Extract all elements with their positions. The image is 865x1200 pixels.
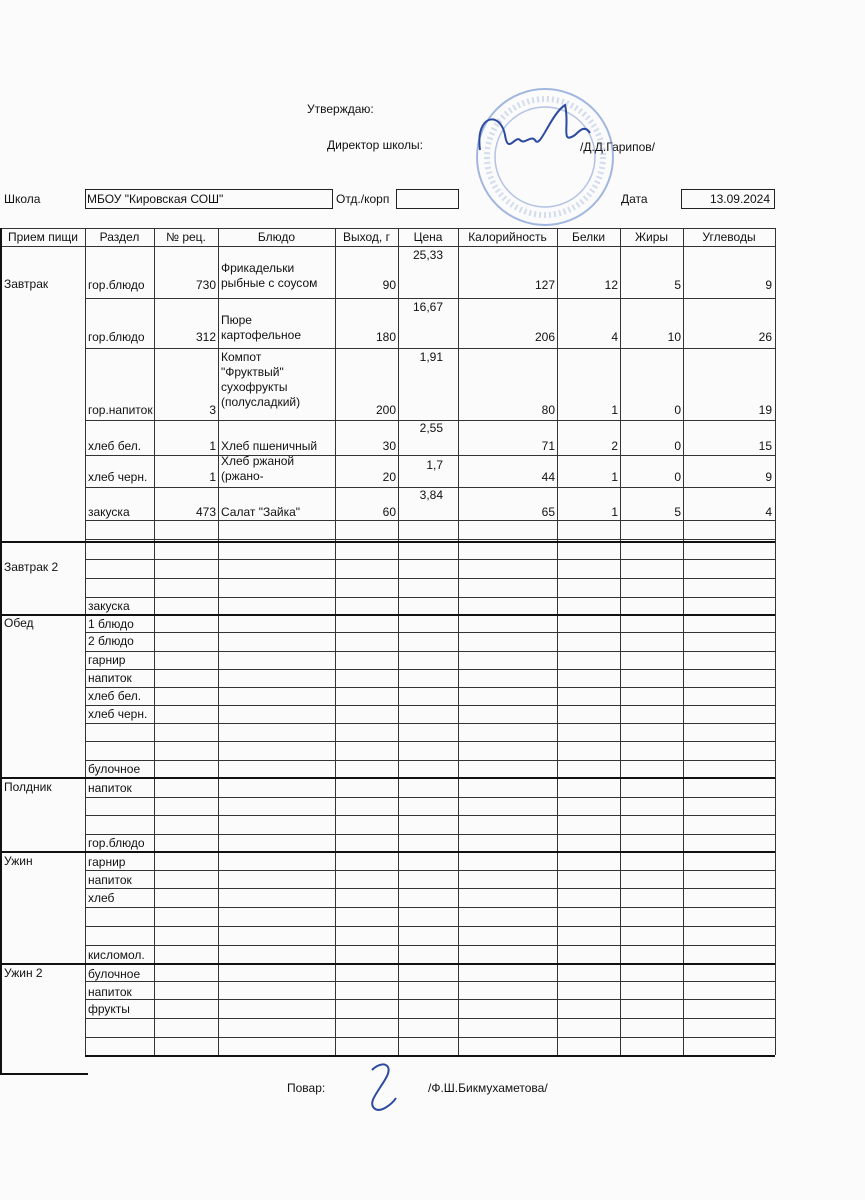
kcal-cell: 127	[534, 278, 555, 292]
section-cell: напиток	[88, 781, 132, 795]
protein-cell: 1	[611, 403, 618, 417]
column-header: Углеводы	[702, 230, 756, 244]
director-label: Директор школы:	[327, 138, 423, 152]
recipe-cell: 1	[209, 470, 216, 484]
meal-dinner2: Ужин 2	[4, 966, 43, 980]
section-cell: фрукты	[88, 1002, 130, 1016]
grid-line	[0, 228, 2, 1075]
price-cell: 3,84	[419, 488, 443, 502]
section-cell: хлеб	[88, 891, 115, 905]
grid-line	[85, 741, 775, 742]
kcal-cell: 71	[541, 439, 555, 453]
grid-line	[154, 228, 155, 1055]
grid-line	[85, 559, 775, 560]
column-header: Цена	[413, 230, 443, 244]
grid-line	[0, 614, 775, 616]
grid-line	[620, 228, 621, 1055]
section-cell: 2 блюдо	[88, 634, 134, 648]
grid-line	[85, 348, 775, 349]
fat-cell: 0	[674, 470, 681, 484]
grid-line	[85, 834, 775, 835]
director-name: /Д.Д.Гарипов/	[580, 140, 656, 154]
grid-line	[85, 760, 775, 761]
section-cell: гор.блюдо	[88, 836, 145, 850]
protein-cell: 2	[611, 439, 618, 453]
output-cell: 30	[382, 439, 396, 453]
protein-cell: 12	[604, 278, 618, 292]
section-cell: хлеб бел.	[88, 439, 142, 453]
cook-name: /Ф.Ш.Бикмухаметова/	[428, 1081, 548, 1095]
grid-line	[85, 981, 775, 982]
kcal-cell: 65	[541, 505, 555, 519]
column-header: Белки	[571, 230, 606, 244]
meal-snack: Полдник	[4, 780, 52, 794]
grid-line	[85, 539, 775, 540]
school-label: Школа	[4, 192, 41, 206]
grid-line	[85, 520, 775, 521]
meal-breakfast2: Завтрак 2	[4, 560, 59, 574]
protein-cell: 1	[611, 470, 618, 484]
grid-line	[218, 228, 219, 1055]
grid-line	[85, 298, 775, 299]
recipe-cell: 1	[209, 439, 216, 453]
section-cell: гарнир	[88, 653, 126, 667]
grid-line	[85, 999, 775, 1000]
price-cell: 1,91	[419, 350, 443, 364]
price-cell: 2,55	[419, 421, 443, 435]
section-cell: гор.блюдо	[88, 278, 145, 292]
recipe-cell: 473	[195, 505, 216, 519]
grid-line	[85, 651, 775, 652]
grid-line	[0, 541, 775, 543]
date-value: 13.09.2024	[709, 192, 770, 206]
section-cell: напиток	[88, 985, 132, 999]
carbs-cell: 4	[765, 505, 772, 519]
dish-cell: Хлеб пшеничный	[221, 439, 318, 453]
grid-line	[85, 597, 775, 598]
approval-title: Утверждаю:	[307, 102, 374, 116]
grid-line	[85, 1037, 775, 1038]
fat-cell: 0	[674, 439, 681, 453]
recipe-cell: 3	[209, 403, 216, 417]
dish-cell: Пюре картофельное	[221, 313, 302, 342]
protein-cell: 1	[611, 505, 618, 519]
grid-line	[683, 228, 684, 1055]
grid-line	[335, 228, 336, 1055]
grid-line	[85, 888, 775, 889]
grid-line	[0, 246, 775, 247]
meal-dinner: Ужин	[4, 854, 33, 868]
section-cell: 1 блюдо	[88, 617, 134, 631]
carbs-cell: 26	[758, 330, 772, 344]
fat-cell: 5	[674, 278, 681, 292]
column-header: Жиры	[634, 230, 669, 244]
protein-cell: 4	[611, 330, 618, 344]
section-cell: напиток	[88, 873, 132, 887]
section-cell: гор.блюдо	[88, 330, 145, 344]
dept-label: Отд./корп	[336, 192, 390, 206]
grid-line	[557, 228, 558, 1055]
grid-line	[458, 228, 459, 1055]
section-cell: напиток	[88, 671, 132, 685]
price-cell: 25,33	[412, 248, 443, 262]
fat-cell: 0	[674, 403, 681, 417]
dish-cell: Компот "Фруктвый" сухофрукты (полусладкий)	[221, 350, 301, 409]
grid-line	[0, 1073, 88, 1075]
column-header: Блюдо	[257, 230, 296, 244]
grid-line	[85, 1018, 775, 1019]
grid-line	[775, 228, 776, 1055]
grid-line	[0, 851, 775, 853]
dept-field	[396, 189, 459, 209]
grid-line	[85, 669, 775, 670]
grid-line	[85, 870, 775, 871]
column-header: Калорийность	[468, 230, 547, 244]
section-cell: закуска	[88, 505, 130, 519]
grid-line	[85, 687, 775, 688]
grid-line	[85, 723, 775, 724]
column-header: Прием пищи	[7, 230, 79, 244]
output-cell: 90	[382, 278, 396, 292]
fat-cell: 5	[674, 505, 681, 519]
section-cell: гарнир	[88, 855, 126, 869]
kcal-cell: 44	[541, 470, 555, 484]
dish-cell: Хлеб ржаной (ржано-	[221, 454, 295, 483]
section-cell: гор.напиток	[88, 403, 153, 417]
cook-signature	[360, 1058, 410, 1118]
cook-label: Повар:	[287, 1081, 326, 1095]
grid-line	[0, 777, 775, 779]
grid-line	[85, 815, 775, 816]
recipe-cell: 312	[195, 330, 216, 344]
carbs-cell: 19	[758, 403, 772, 417]
section-cell: закуска	[88, 599, 130, 613]
grid-line	[85, 578, 775, 579]
date-field	[681, 189, 775, 209]
output-cell: 200	[375, 403, 396, 417]
grid-line	[85, 1055, 775, 1057]
column-header: Раздел	[99, 230, 140, 244]
kcal-cell: 206	[534, 330, 555, 344]
grid-line	[85, 632, 775, 633]
column-header: Выход, г	[343, 230, 390, 244]
column-header: № рец.	[166, 230, 206, 244]
grid-line	[85, 797, 775, 798]
output-cell: 60	[382, 505, 396, 519]
director-signature	[470, 95, 600, 175]
dish-cell: Фрикадельки рыбные с соусом	[221, 261, 318, 290]
recipe-cell: 730	[195, 278, 216, 292]
grid-line	[0, 963, 775, 965]
school-field	[85, 189, 333, 209]
grid-line	[85, 705, 775, 706]
dish-cell: Салат "Зайка"	[221, 505, 301, 519]
section-cell: булочное	[88, 967, 141, 981]
carbs-cell: 15	[758, 439, 772, 453]
grid-line	[85, 926, 775, 927]
section-cell: булочное	[88, 762, 141, 776]
output-cell: 180	[375, 330, 396, 344]
meal-lunch: Обед	[4, 616, 34, 630]
section-cell: хлеб черн.	[88, 470, 148, 484]
carbs-cell: 9	[765, 470, 772, 484]
price-cell: 16,67	[412, 300, 443, 314]
grid-line	[85, 945, 775, 946]
fat-cell: 10	[667, 330, 681, 344]
grid-line	[85, 455, 775, 456]
grid-line	[85, 907, 775, 908]
section-cell: кисломол.	[88, 948, 145, 962]
meal-breakfast: Завтрак	[4, 277, 49, 291]
section-cell: хлеб бел.	[88, 689, 142, 703]
price-cell: 1,7	[426, 458, 443, 472]
section-cell: хлеб черн.	[88, 707, 148, 721]
carbs-cell: 9	[765, 278, 772, 292]
school-value: МБОУ "Кировская СОШ"	[87, 192, 224, 206]
kcal-cell: 80	[541, 403, 555, 417]
date-label: Дата	[621, 192, 648, 206]
output-cell: 20	[382, 470, 396, 484]
